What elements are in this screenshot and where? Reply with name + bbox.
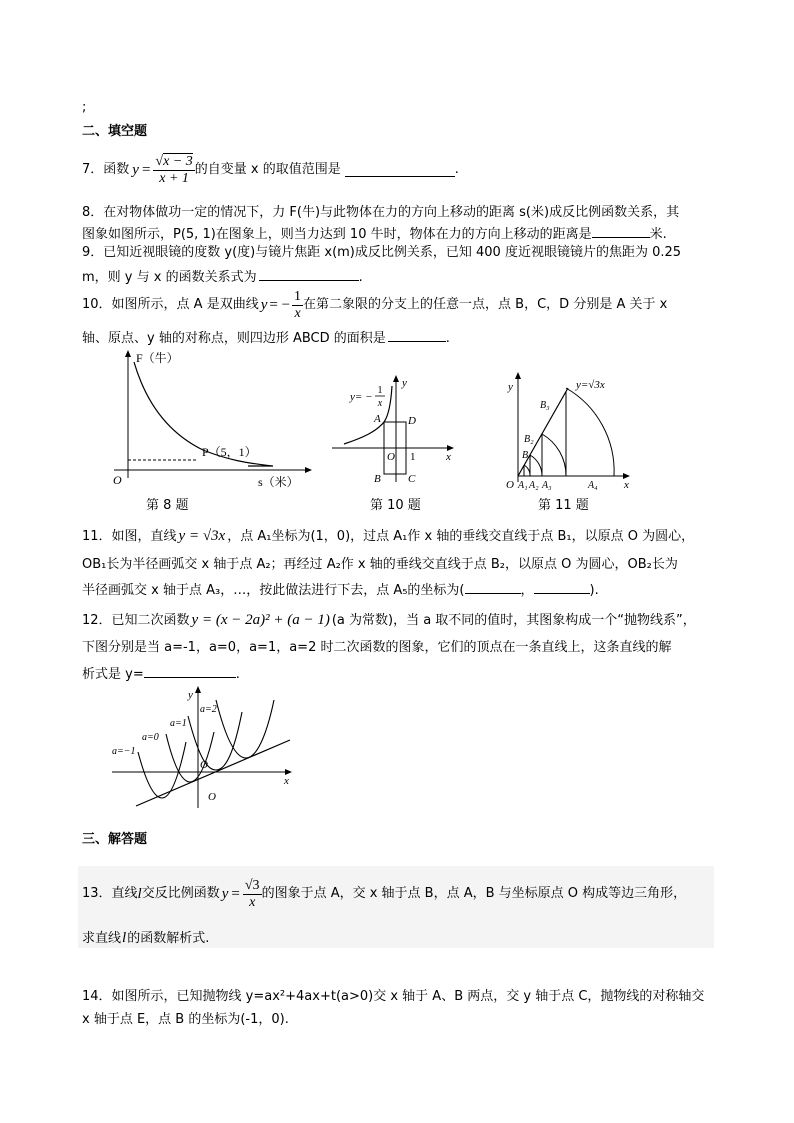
fig8-point-label: P（5，1） (202, 445, 257, 459)
q10-suffix: 在第二象限的分支上的任意一点，点 B，C，D 分别是 A 关于 x (303, 297, 668, 312)
fig10-label-B: B (374, 473, 381, 484)
fig11-label-O: O (506, 479, 514, 490)
fig11-y-arrow (515, 372, 521, 379)
q10-answer-blank[interactable] (388, 328, 446, 342)
fig12-label-x: x (284, 775, 289, 787)
q11-line1b: ，点 A₁坐标为(1，0)，过点 A₁作 x 轴的垂线交直线于点 B₁，以原点 O 为圆心， (227, 529, 695, 544)
fig11-label-y: y (508, 381, 513, 393)
q10-line2b: . (445, 331, 450, 346)
fig10-func-label: y= − (350, 391, 373, 403)
q13-denominator: x (249, 894, 256, 910)
fig12-label-O2: O (208, 791, 216, 803)
q9-line1: 9．已知近视眼镜的度数 y(度)与镜片焦距 x(m)成反比例关系，已知 400 度近视眼镜镜片的焦距为 0.25 (82, 245, 682, 260)
fig8-y-label: F（牛） (136, 351, 179, 365)
q10-line1 (82, 285, 667, 325)
q14-line2: x 轴于点 E，点 B 的坐标为(-1，0). (82, 1012, 289, 1027)
q9-line2b: . (358, 270, 363, 285)
q11-answer-blank-x[interactable] (465, 580, 521, 594)
q11-line1 (82, 528, 694, 545)
q13-prefix: 13．直线 (82, 886, 138, 901)
fig11-label-x: x (624, 479, 629, 490)
q11-line3a: 半径画弧交 x 轴于点 A₃，…，按此做法进行下去，点 A₅的坐标为( (82, 583, 465, 598)
q11-line3 (82, 580, 599, 599)
fig10-label-D: D (408, 415, 416, 427)
fig11-label-A3: A₃ (542, 480, 552, 490)
q13-line2b: 的函数解析式. (127, 931, 210, 946)
q12-line1 (82, 612, 696, 629)
q8-line1: 8．在对物体做功一定的情况下，力 F(牛)与此物体在力的方向上移动的距离 s(米)成反比例函数关系，其 (82, 205, 680, 220)
fig10-label-x: x (446, 451, 451, 463)
fig12-y-arrow (195, 686, 201, 693)
q9-answer-blank[interactable] (259, 267, 359, 281)
q13-line1 (82, 872, 686, 916)
fig11-func-label: y=√3x (576, 379, 605, 391)
fig10-func-den: x (377, 398, 383, 409)
q9-line2 (82, 267, 363, 286)
fig8-caption: 第 8 题 (146, 498, 189, 513)
q12-line3a: 析式是 y= (82, 667, 144, 682)
q7-numerator: √x − 3 (155, 153, 193, 169)
q8-line2 (82, 224, 667, 243)
figure-12 (108, 682, 298, 812)
fig10-label-one: 1 (410, 451, 416, 463)
q11-comma: ， (520, 583, 534, 598)
fig10-label-y: y (402, 377, 407, 389)
q13-eq: = (231, 886, 240, 902)
q11-line2: OB₁长为半径画弧交 x 轴于点 A₂；再经过 A₂作 x 轴的垂线交直线于点 B₂，以原点 O 为圆心，OB₂长为 (82, 557, 678, 572)
q11-func: y = √3x (178, 528, 226, 544)
q13-suffix: 的图象于点 A，交 x 轴于点 B，点 A，B 与坐标原点 O 构成等边三角形， (261, 886, 687, 901)
fig10-func-num: 1 (377, 385, 383, 396)
fig12-parabola-a-1 (188, 712, 242, 770)
q12-line1b: (a 为常数)，当 a 取不同的值时，其图象构成一个“抛物线系”， (331, 613, 696, 628)
fig12-label-a-m1: a=−1 (112, 746, 136, 757)
q12-func: y = (x − 2a)² + (a − 1) (191, 612, 330, 628)
fig12-parabola-a-m1 (138, 742, 186, 798)
q11-line3b: ). (589, 583, 599, 598)
fig12-label-a-1: a=1 (170, 718, 187, 729)
q12-answer-blank[interactable] (144, 664, 236, 678)
q10-line2a: 轴、原点、y 轴的对称点，则四边形 ABCD 的面积是 (82, 331, 386, 346)
q9-line2a: m，则 y 与 x 的函数关系式为 (82, 270, 257, 285)
fig11-label-B1: B₁ (522, 450, 532, 461)
q13-fraction (243, 878, 262, 911)
fig12-label-a-0: a=0 (142, 732, 159, 743)
fig8-x-arrow (305, 467, 312, 473)
q12-line3b: . (235, 667, 240, 682)
fig11-arc-1 (524, 465, 530, 476)
fig11-caption: 第 11 题 (538, 498, 589, 513)
fig11-label-B3: B₃ (540, 400, 550, 411)
q7-denominator: x + 1 (159, 170, 189, 186)
fig12-label-O1: O (200, 759, 208, 771)
q11-answer-blank-y[interactable] (534, 580, 590, 594)
fig10-caption: 第 10 题 (370, 498, 421, 513)
q8-line2a: 图象如图所示，P(5, 1)在图象上，则当力达到 10 牛时，物体在力的方向上移动的距离是 (82, 227, 592, 242)
q13-y: y (221, 886, 229, 902)
fig11-label-A4: A₄ (588, 480, 598, 490)
fig8-x-label: s（米） (258, 475, 299, 489)
fig12-parabola-a-2 (216, 700, 274, 758)
figure-8 (98, 348, 313, 493)
q10-numerator: 1 (294, 288, 302, 304)
fig11-label-A1: A₁ (518, 480, 528, 490)
q13-l: l (137, 886, 142, 902)
q12-line1a: 12．已知二次函数 (82, 613, 190, 628)
q7-suffix: 的自变量 x 的取值范围是 (194, 162, 341, 177)
q11-line1a: 11．如图，直线 (82, 529, 177, 544)
q7-end: . (454, 162, 459, 177)
figure-10 (332, 372, 460, 484)
q10-fraction (292, 289, 303, 322)
fig12-label-a-2: a=2 (200, 704, 217, 715)
q10-denominator: x (294, 305, 301, 321)
q7-answer-blank[interactable] (345, 163, 455, 177)
fig10-label-O: O (387, 451, 395, 463)
q12-line2: 下图分别是当 a=-1，a=0，a=1，a=2 时二次函数的图象，它们的顶点在一条直线上，这条直线的解 (82, 640, 672, 655)
q13-line2 (82, 930, 209, 947)
q7-fraction (153, 154, 194, 187)
q14-line1: 14．如图所示，已知抛物线 y=ax²+4ax+t(a>0)交 x 轴于 A、B 两点，交 y 轴于点 C，抛物线的对称轴交 (82, 989, 705, 1004)
q7-prefix: 7．函数 (82, 162, 130, 177)
q13-l2: l (122, 930, 127, 946)
fig12-label-y: y (188, 689, 193, 701)
q10-line2 (82, 328, 450, 347)
question-7 (82, 150, 459, 190)
fig12-parabola-a-0 (166, 732, 214, 782)
fig10-y-arrow (393, 375, 399, 382)
q10-eq: = − (269, 297, 291, 313)
q12-line3 (82, 664, 240, 683)
q7-eq: = (141, 162, 151, 178)
q13-line2a: 求直线 (82, 931, 122, 946)
q8-line2b: 米. (649, 227, 667, 242)
q8-answer-blank[interactable] (592, 224, 650, 238)
fig10-label-A: A (374, 413, 381, 425)
fig11-label-A2: A₂ (529, 480, 539, 490)
q13-mid: 交反比例函数 (141, 886, 220, 901)
stray-mark: ; (82, 100, 87, 115)
section2-title: 二、填空题 (82, 124, 148, 139)
fig11-arc-2 (530, 455, 542, 476)
fig10-label-C: C (408, 473, 416, 484)
q7-y: y (132, 162, 139, 178)
q10-prefix: 10．如图所示，点 A 是双曲线 (82, 297, 259, 312)
fig11-label-B2: B₂ (524, 434, 534, 445)
fig8-origin: O (113, 473, 122, 487)
fig11-arc-3 (542, 434, 566, 476)
figure-11 (500, 370, 632, 490)
fig11-arc-4 (566, 388, 614, 476)
q10-y: y (260, 297, 268, 313)
q13-numerator: √3 (244, 877, 260, 893)
section3-title: 三、解答题 (82, 832, 148, 847)
fig8-y-arrow (125, 350, 131, 357)
